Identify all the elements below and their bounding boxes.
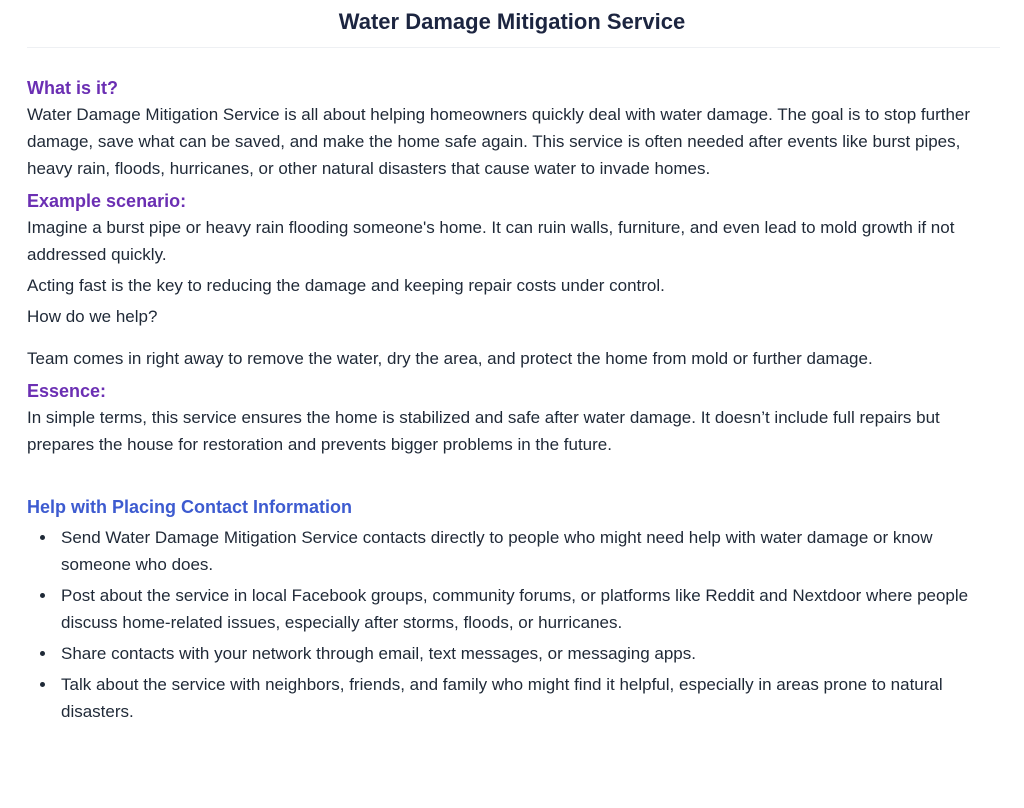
essence-heading: Essence:: [27, 381, 107, 401]
help-heading: Help with Placing Contact Information: [27, 497, 353, 517]
list-item-text: Send Water Damage Mitigation Service contacts directly to people who might need help with water damage or know someone who does.: [61, 528, 933, 574]
bullet-icon: [40, 535, 45, 540]
document-content: [27, 75, 1007, 729]
bullet-icon: [40, 593, 45, 598]
list-item: [27, 582, 1007, 636]
example-paragraph-4: Team comes in right away to remove the water, dry the area, and protect the home from mold or further damage.: [27, 349, 873, 368]
essence-text: In simple terms, this service ensures the home is stabilized and safe after water damage. It doesn’t include full repairs but prepares the house for restoration and prevents bigger problems in the future.: [27, 408, 940, 454]
what-is-it-heading: What is it?: [27, 78, 118, 98]
list-item: [27, 640, 1007, 667]
bullet-icon: [40, 682, 45, 687]
example-paragraph-2: Acting fast is the key to reducing the damage and keeping repair costs under control.: [27, 276, 665, 295]
list-item-text: Post about the service in local Facebook groups, community forums, or platforms like Reddit and Nextdoor where people discuss home-related issues, especially after storms, floods, or hurricanes.: [61, 586, 969, 632]
title-divider: [27, 47, 1000, 48]
list-item-text: Talk about the service with neighbors, friends, and family who might find it helpful, especially in areas prone to natural disasters.: [61, 675, 943, 721]
list-item: [27, 524, 1007, 578]
list-item-text: Share contacts with your network through email, text messages, or messaging apps.: [61, 644, 696, 663]
example-paragraph-1: Imagine a burst pipe or heavy rain flooding someone's home. It can ruin walls, furniture, and even lead to mold growth if not addressed quickly.: [27, 218, 955, 264]
example-scenario-heading: Example scenario:: [27, 191, 187, 211]
list-item: [27, 671, 1007, 725]
help-list: [27, 524, 1007, 725]
example-paragraph-3: How do we help?: [27, 307, 158, 326]
bullet-icon: [40, 651, 45, 656]
page-title: Water Damage Mitigation Service: [338, 9, 686, 34]
what-is-it-text: Water Damage Mitigation Service is all about helping homeowners quickly deal with water damage. The goal is to stop further damage, save what can be saved, and make the home safe again. This service is often needed after events like burst pipes, heavy rain, floods, hurricanes, or other natural disasters that cause water to invade homes.: [27, 105, 971, 178]
